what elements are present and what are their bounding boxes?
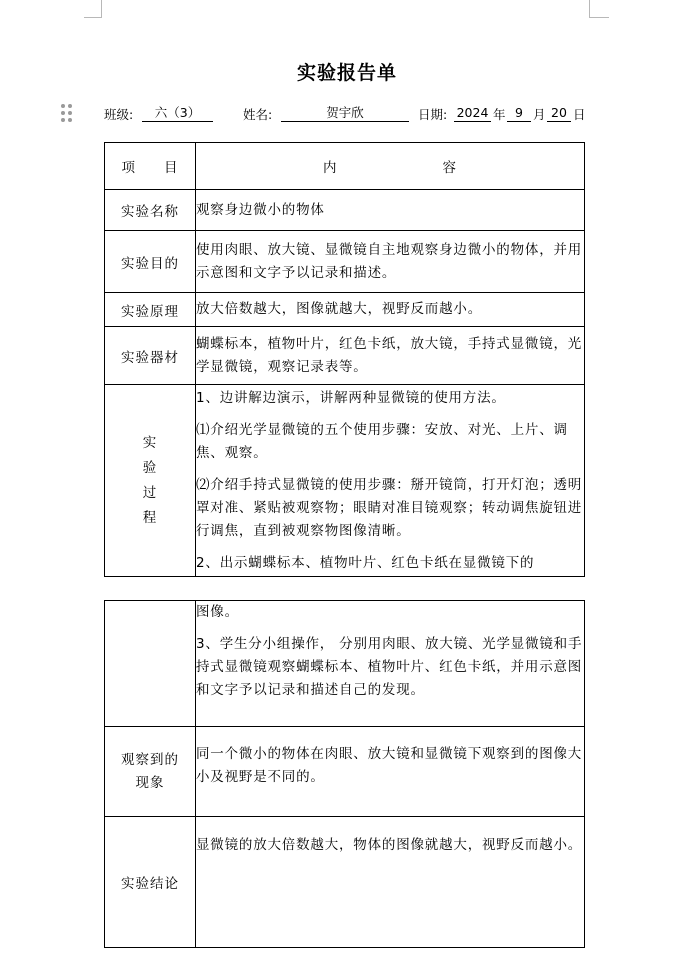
table-header-row [105,143,585,190]
info-row [104,105,588,125]
process-step: 图像。 [196,604,239,620]
experiment-purpose-content[interactable]: 使用肉眼、放大镜、显微镜自主地观察身边微小的物体，并用示意图和文字予以记录和描述。 [196,231,585,293]
observed-phenomenon-label: 观察到的 现象 [105,727,196,817]
class-value[interactable]: 六（3） [142,105,213,122]
row-observed-phenomenon [105,727,585,817]
row-experiment-conclusion [105,817,585,948]
experiment-equipment-content[interactable]: 蝴蝶标本，植物叶片，红色卡纸，放大镜，手持式显微镜，光学显微镜，观察记录表等。 [196,327,585,385]
date-year[interactable]: 2024 [454,105,491,122]
process-step: ⑵介绍手持式显微镜的使用步骤：掰开镜筒，打开灯泡；透明罩对准、紧贴被观察物；眼睛对准目镜观察；转动调焦旋钮进行调焦，直到被观察物图像清晰。 [196,477,583,539]
name-label: 姓名: [243,107,273,122]
experiment-process-label: 实 验 过 程 [105,385,196,577]
process-continued-label [105,601,196,727]
process-step: 3、学生分小组操作， 分别用肉眼、放大镜、光学显微镜和手持式显微镜观察蝴蝶标本、植物叶片、红色卡纸，并用示意图和文字予以记录和描述自己的发现。 [196,636,583,698]
row-experiment-process [105,385,585,577]
date-year-unit: 年 [493,107,506,122]
name-value[interactable]: 贺宇欣 [281,105,409,122]
row-experiment-name [105,190,585,231]
process-step: 2、出示蝴蝶标本、植物叶片、红色卡纸在显微镜下的 [196,555,535,571]
document-title: 实验报告单 [296,62,397,84]
date-label: 日期: [418,107,448,122]
drag-handle-icon[interactable] [61,104,73,124]
date-month[interactable]: 9 [507,105,531,122]
row-process-continued [105,601,585,727]
observed-phenomenon-content[interactable]: 同一个微小的物体在肉眼、放大镜和显微镜下观察到的图像大小及视野是不同的。 [196,727,585,817]
header-item: 项 目 [105,143,196,190]
experiment-conclusion-content[interactable]: 显微镜的放大倍数越大，物体的图像就越大，视野反而越小。 [196,817,585,948]
experiment-process-content[interactable] [196,385,585,577]
date-month-unit: 月 [533,107,546,122]
process-continued-content[interactable] [196,601,585,727]
report-table [104,142,585,577]
header-content: 内 容 [196,143,585,190]
experiment-name-label: 实验名称 [105,190,196,231]
date-day-unit: 日 [573,107,586,122]
experiment-principle-label: 实验原理 [105,293,196,327]
process-step: ⑴介绍光学显微镜的五个使用步骤：安放、对光、上片、调焦、观察。 [196,422,568,461]
experiment-equipment-label: 实验器材 [105,327,196,385]
report-table-continued [104,600,585,948]
experiment-conclusion-label: 实验结论 [105,817,196,948]
row-experiment-purpose [105,231,585,293]
experiment-principle-content[interactable]: 放大倍数越大，图像就越大，视野反而越小。 [196,293,585,327]
row-experiment-principle [105,293,585,327]
date-day[interactable]: 20 [547,105,571,122]
experiment-purpose-label: 实验目的 [105,231,196,293]
page-corner-marker-right [589,0,609,18]
class-label: 班级: [104,107,134,122]
row-experiment-equipment [105,327,585,385]
page-corner-marker-left [84,0,102,18]
experiment-name-content[interactable]: 观察身边微小的物体 [196,190,585,231]
process-step: 1、边讲解边演示，讲解两种显微镜的使用方法。 [196,390,506,406]
